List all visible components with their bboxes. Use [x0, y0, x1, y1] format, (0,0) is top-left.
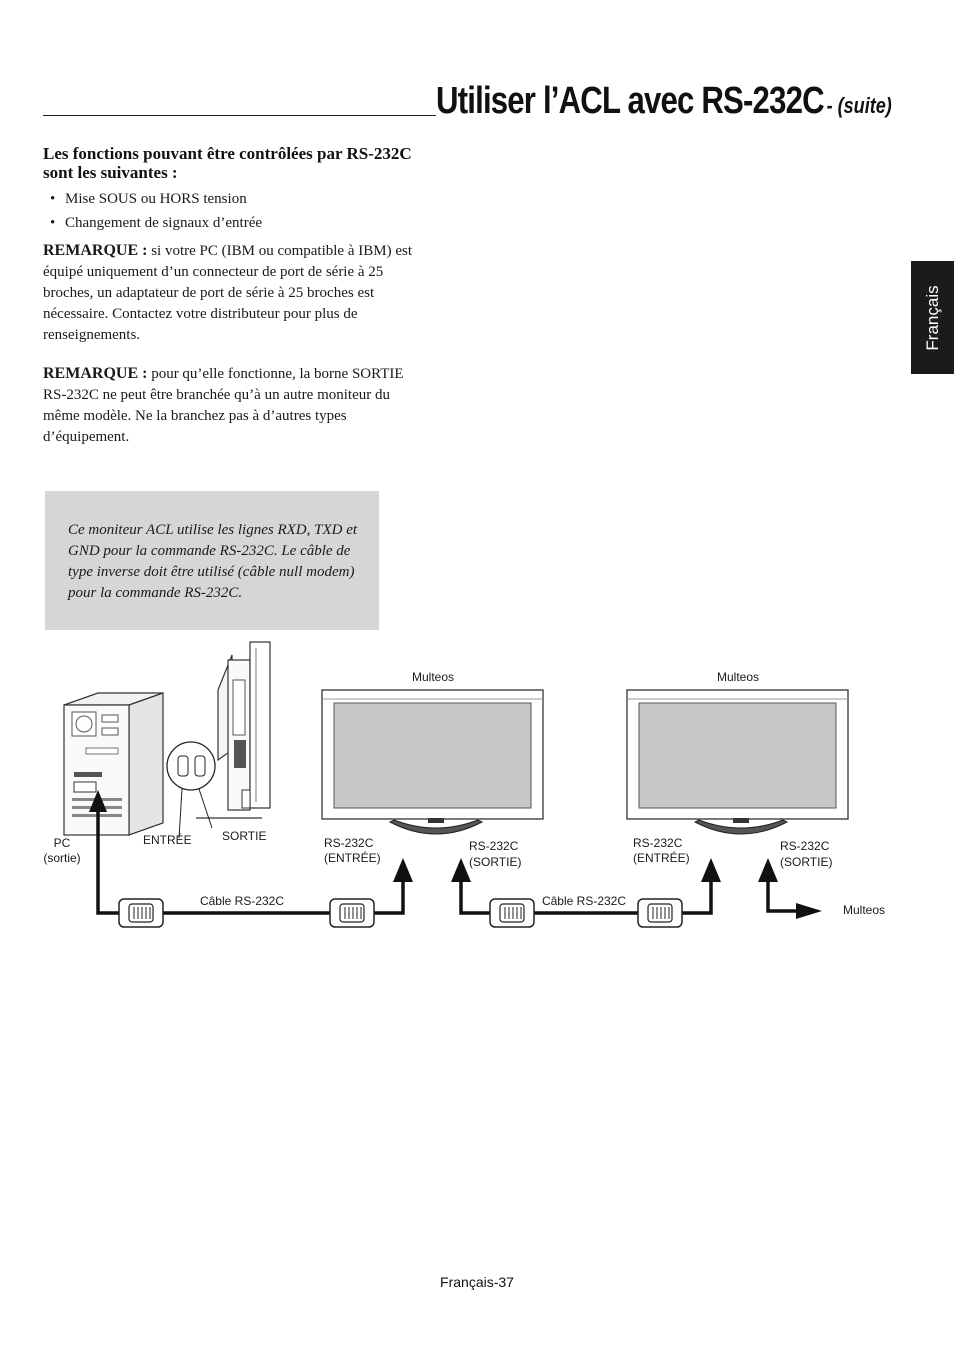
- language-tab-label: Français: [922, 284, 942, 351]
- cable-1-label: Câble RS-232C: [199, 894, 285, 908]
- monitor-1-out-sublabel: (SORTIE): [469, 855, 522, 869]
- callout-box: [45, 491, 379, 630]
- language-tab[interactable]: [911, 261, 954, 374]
- connection-diagram: [0, 630, 954, 950]
- pc-tower: [64, 693, 163, 835]
- monitor-2-label: Multeos: [716, 670, 760, 684]
- monitor-1: [322, 690, 543, 834]
- next-monitor-label: Multeos: [843, 903, 886, 917]
- monitor-2-in-label: RS-232C: [633, 836, 683, 850]
- list-item: • Mise SOUS ou HORS tension: [50, 187, 262, 211]
- bullet-icon: •: [50, 215, 56, 231]
- monitor-2-out-sublabel: (SORTIE): [780, 855, 833, 869]
- bullet-icon: •: [50, 191, 56, 207]
- monitor-side-view: [167, 642, 270, 838]
- callout-text: Ce moniteur ACL utilise les lignes RXD, TXD et GND pour la commande RS-232C. Le câble de type inverse doit être utilisé (câble null modem) pour la commande RS-232C.: [68, 522, 358, 601]
- header-rule: [43, 115, 436, 116]
- page-number: Français-37: [440, 1274, 514, 1290]
- monitor-2-in-sublabel: (ENTRÉE): [633, 851, 690, 865]
- list-item: • Changement de signaux d’entrée: [50, 211, 262, 235]
- monitor-1-in-sublabel: (ENTRÉE): [324, 851, 381, 865]
- monitor-1-in-label: RS-232C: [324, 836, 374, 850]
- pc-sublabel: (sortie): [43, 851, 81, 865]
- function-list: [50, 187, 262, 235]
- entree-label: ENTRÉE: [143, 833, 192, 847]
- monitor-1-label: Multeos: [411, 670, 455, 684]
- pc-label: PC: [53, 836, 71, 850]
- monitor-2: [627, 690, 848, 834]
- note-port-adapter: REMARQUE : si votre PC (IBM ou compatible à IBM) est équipé uniquement d’un connecteur de port de série à 25 broches, un adaptateur de port de série à 25 broches est nécessaire. Contactez votre distributeur pour plus de renseignements.: [43, 242, 412, 343]
- monitor-1-out-label: RS-232C: [469, 839, 519, 853]
- section-heading: Les fonctions pouvant être contrôlées par RS-232C sont les suivantes :: [43, 144, 412, 182]
- cable-2-label: Câble RS-232C: [541, 894, 627, 908]
- note-output-terminal: REMARQUE : pour qu’elle fonctionne, la borne SORTIE RS-232C ne peut être branchée qu’à un autre moniteur du même modèle. Ne la branchez pas à d’autres types d’équipement.: [43, 365, 404, 445]
- sortie-label: SORTIE: [222, 829, 267, 843]
- page-title: Utiliser l’ACL avec RS-232C - (suite): [436, 80, 892, 122]
- monitor-2-out-label: RS-232C: [780, 839, 830, 853]
